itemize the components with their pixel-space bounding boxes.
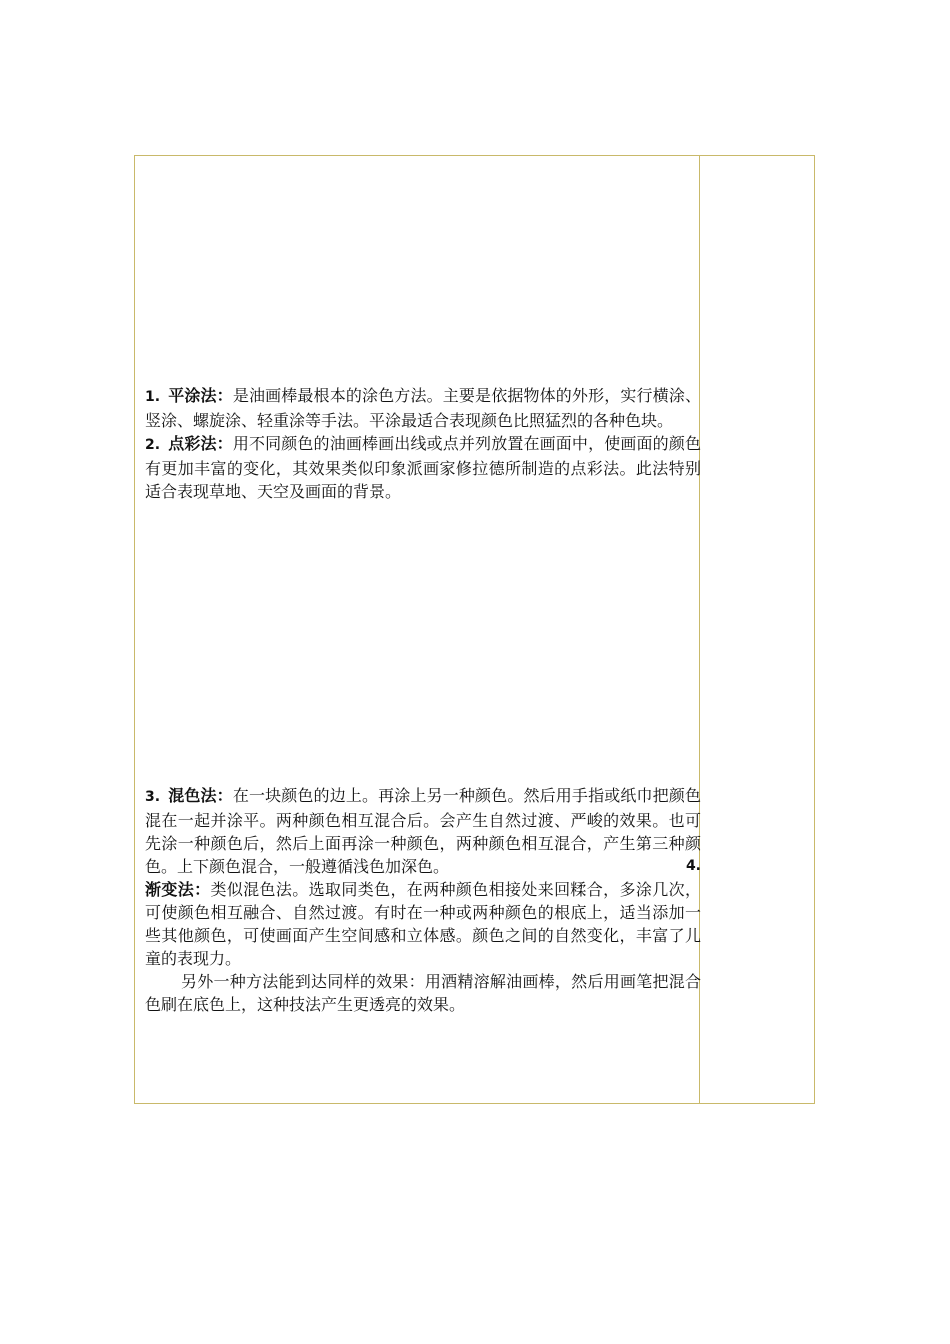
- document-table: [134, 155, 815, 1104]
- item-2-term: 点彩法：: [168, 434, 233, 453]
- closing-paragraph: 另外一种方法能到达同样的效果：用酒精溶解油画棒，然后用画笔把混合色刷在底色上，这种技法产生更透亮的效果。: [145, 972, 701, 1014]
- item-3: [145, 784, 701, 878]
- item-4-number: 4.: [685, 858, 701, 874]
- item-4-term: 渐变法：: [145, 880, 211, 899]
- item-2-number: 2.: [145, 437, 161, 453]
- text-block-upper: [145, 384, 701, 503]
- item-2-body: 用不同颜色的油画棒画出线或点并列放置在画面中，使画面的颜色有更加丰富的变化，其效果类似印象派画家修拉德所制造的点彩法。此法特别适合表现草地、天空及画面的背景。: [145, 434, 701, 501]
- item-1-term: 平涂法：: [168, 386, 233, 405]
- item-1-number: 1.: [145, 389, 161, 405]
- item-3-term: 混色法：: [168, 786, 233, 805]
- item-1: [145, 384, 701, 432]
- item-3-body: 在一块颜色的边上。再涂上另一种颜色。然后用手指或纸巾把颜色混在一起并涂平。两种颜色相互混合后。会产生自然过渡、严峻的效果。也可先涂一种颜色后，然后上面再涂一种颜色，两种颜色相互混合，产生第三种颜色。上下颜色混合，一般遵循浅色加深色。: [145, 786, 701, 876]
- item-3-number: 3.: [145, 789, 161, 805]
- item-4-body: 类似混色法。选取同类色，在两种颜色相接处来回糅合，多涂几次，可使颜色相互融合、自然过渡。有时在一种或两种颜色的根底上，适当添加一些其他颜色，可使画面产生空间感和立体感。颜色之间的自然变化，丰富了儿童的表现力。: [145, 880, 701, 968]
- text-block-lower: [145, 784, 701, 1016]
- item-4: [145, 878, 701, 970]
- item-2: [145, 432, 701, 503]
- item-1-body: 是油画棒最根本的涂色方法。主要是依据物体的外形，实行横涂、竖涂、螺旋涂、轻重涂等手法。平涂最适合表现颜色比照猛烈的各种色块。: [145, 386, 701, 430]
